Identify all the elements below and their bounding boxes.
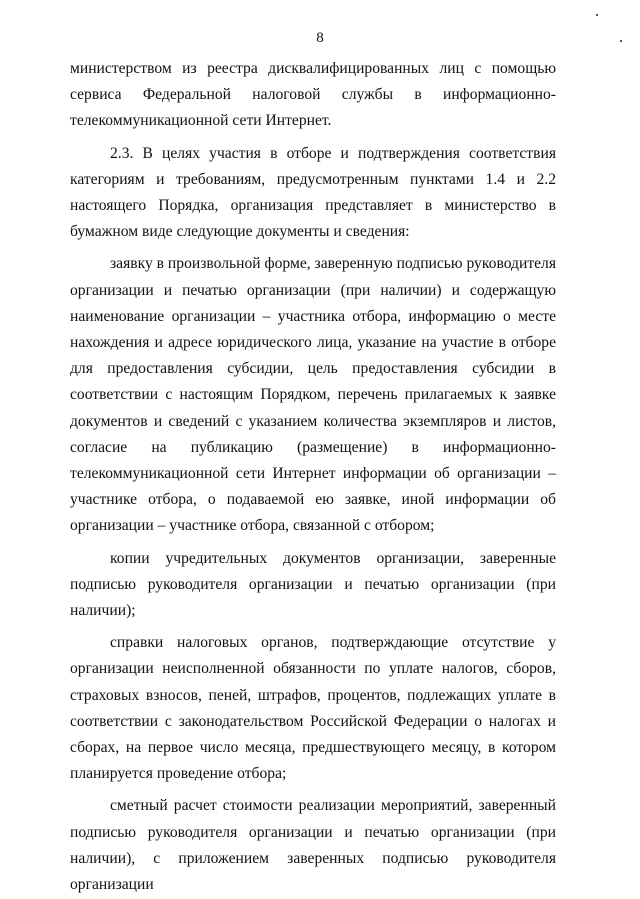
paragraph-application-item: заявку в произвольной форме, заверенную подписью руководителя организации и печатью организации (при наличии) и содержащую наименование организации – участника отбора, информацию о месте нахождения и адресе юридического лица, указание на участие в отборе для предоставления субсидии, цель предоставления субсидии в соответствии с настоящим Порядком, перечень прилагаемых к заявке документов и сведений с указанием количества экземпляров и листов, согласие на публикацию (размещение) в информационно-телекоммуникационной сети Интернет информации об организации – участнике отбора, о подаваемой ею заявке, иной информации об организации – участнике отбора, связанной с отбором;	[70, 255, 557, 535]
paragraph-tax-certificates-item: справки налоговых органов, подтверждающие отсутствие у организации неисполненной обязанности по уплате налогов, сборов, страховых взносов, пеней, штрафов, процентов, подлежащих уплате в соответствии с законодательством Российской Федерации о налогах и сборах, на первое число месяца, предшествующего месяцу, в котором планируется проведение отбора;	[70, 634, 556, 783]
document-body	[70, 56, 556, 898]
scan-speck-mark	[620, 40, 622, 42]
scan-speck-mark	[596, 14, 598, 16]
paragraph-section-2-3: 2.3. В целях участия в отборе и подтверждения соответствия категориям и требованиям, предусмотренным пунктами 1.4 и 2.2 настоящего Порядка, организация представляет в министерство в бумажном виде следующие документы и сведения:	[70, 144, 556, 241]
paragraph-continuation: министерством из реестра дисквалифицированных лиц с помощью сервиса Федеральной налоговой службы в информационно-телекоммуникационной сети Интернет.	[70, 60, 556, 130]
paragraph-founding-docs-item: копии учредительных документов организации, заверенные подписью руководителя организации и печатью организации (при наличии);	[70, 549, 556, 620]
paragraph-cost-estimate-item: сметный расчет стоимости реализации мероприятий, заверенный подписью руководителя организации и печатью организации (при наличии), с приложением заверенных подписью руководителя организации	[70, 797, 556, 894]
page-number: 8	[316, 30, 324, 46]
